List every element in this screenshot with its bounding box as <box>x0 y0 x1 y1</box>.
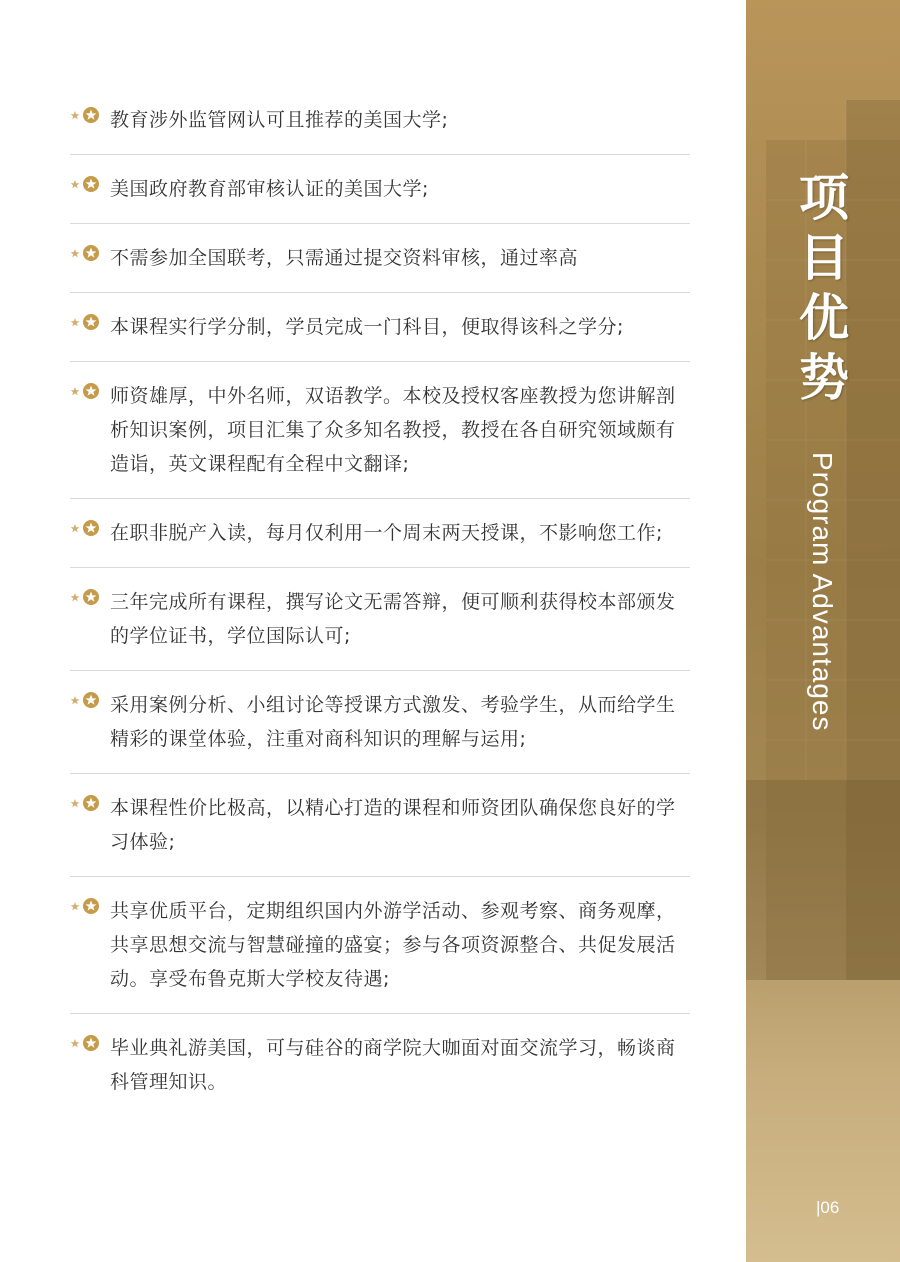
star-bullet-icon <box>70 1034 102 1052</box>
star-bullet-icon <box>70 588 102 606</box>
star-bullet-icon <box>70 691 102 709</box>
list-item-text: 共享优质平台，定期组织国内外游学活动、参观考察、商务观摩，共享思想交流与智慧碰撞的盛宴；参与各项资源整合、共促发展活动。享受布鲁克斯大学校友待遇; <box>110 900 676 990</box>
list-item-text: 本课程性价比极高，以精心打造的课程和师资团队确保您良好的学习体验; <box>110 797 676 853</box>
list-item <box>70 155 690 224</box>
star-bullet-icon <box>70 106 102 124</box>
star-bullet-icon <box>70 175 102 193</box>
star-bullet-icon <box>70 244 102 262</box>
list-item <box>70 293 690 362</box>
list-item-text: 不需参加全国联考，只需通过提交资料审核，通过率高 <box>110 247 579 269</box>
list-item-text: 本课程实行学分制，学员完成一门科目，便取得该科之学分; <box>110 316 624 338</box>
list-item <box>70 499 690 568</box>
list-item-text: 三年完成所有课程，撰写论文无需答辩，便可顺利获得校本部颁发的学位证书，学位国际认可; <box>110 591 676 647</box>
list-item-text: 毕业典礼游美国，可与硅谷的商学院大咖面对面交流学习，畅谈商科管理知识。 <box>110 1037 676 1093</box>
list-item <box>70 1014 690 1116</box>
advantages-list <box>70 86 690 1116</box>
page-number: |06 <box>816 1198 840 1217</box>
title-char: 目 <box>799 229 849 287</box>
section-title-chinese <box>794 168 854 408</box>
list-item <box>70 568 690 671</box>
star-bullet-icon <box>70 897 102 915</box>
list-item-text: 在职非脱产入读，每月仅利用一个周末两天授课，不影响您工作; <box>110 522 663 544</box>
title-char: 项 <box>799 169 849 227</box>
list-item-text: 师资雄厚，中外名师，双语教学。本校及授权客座教授为您讲解剖析知识案例，项目汇集了众多知名教授，教授在各自研究领域颇有造诣，英文课程配有全程中文翻译; <box>110 385 676 475</box>
star-bullet-icon <box>70 519 102 537</box>
list-item <box>70 671 690 774</box>
list-item-text: 美国政府教育部审核认证的美国大学; <box>110 178 429 200</box>
list-item <box>70 774 690 877</box>
list-item-text: 采用案例分析、小组讨论等授课方式激发、考验学生，从而给学生精彩的课堂体验，注重对商科知识的理解与运用; <box>110 694 676 750</box>
star-bullet-icon <box>70 382 102 400</box>
section-title-english: Program Advantages <box>807 452 838 732</box>
list-item <box>70 86 690 155</box>
title-char: 优 <box>799 289 849 347</box>
list-item <box>70 877 690 1014</box>
list-item-text: 教育涉外监管网认可且推荐的美国大学; <box>110 109 449 131</box>
star-bullet-icon <box>70 313 102 331</box>
list-item <box>70 224 690 293</box>
list-item <box>70 362 690 499</box>
title-char: 势 <box>799 349 849 407</box>
star-bullet-icon <box>70 794 102 812</box>
